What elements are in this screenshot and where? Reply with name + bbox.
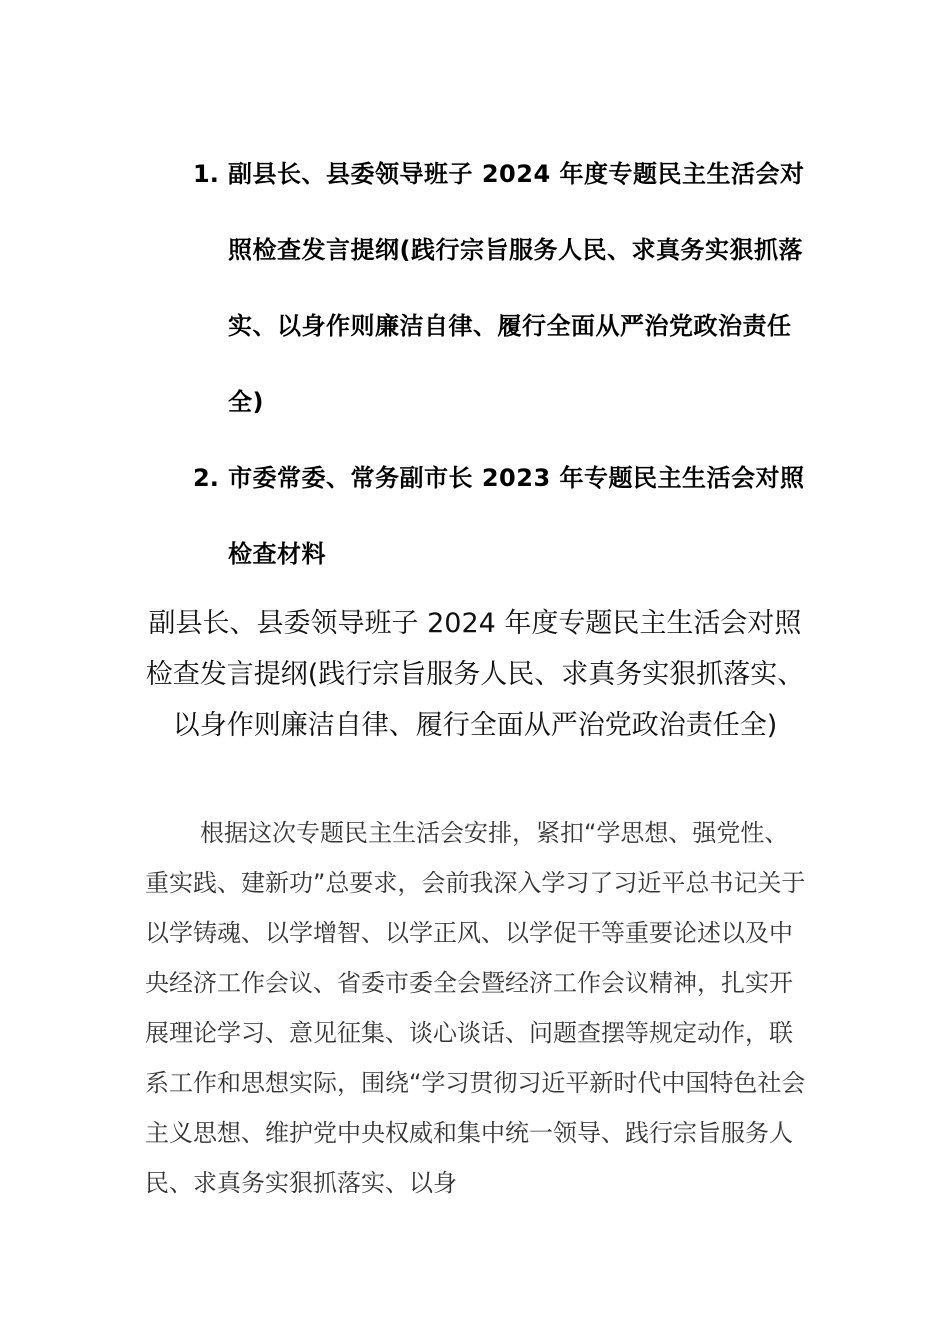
toc-item-number: 2. bbox=[193, 464, 219, 492]
body-paragraph: 根据这次专题民主生活会安排，紧扣“学思想、强党性、重实践、建新功”总要求，会前我深入学习了习近平总书记关于以学铸魂、以学增智、以学正风、以学促干等重要论述以及中央经济工作会议、省委市委全会暨经济工作会议精神，扎实开展理论学习、意见征集、谈心谈话、问题查摆等规定动作，联系工作和思想实际，围绕“学习贯彻习近平新时代中国特色社会主义思想、维护党中央权威和集中统一领导、践行宗旨服务人民、求真务实狠抓落实、以身 bbox=[145, 819, 806, 1197]
toc-item[interactable] bbox=[193, 136, 813, 440]
document-title: 副县长、县委领导班子 2024 年度专题民主生活会对照检查发言提纲(践行宗旨服务人民、求真务实狠抓落实、以身作则廉洁自律、履行全面从严治党政治责任全) bbox=[145, 608, 805, 741]
table-of-contents bbox=[193, 136, 813, 592]
toc-item-number: 1. bbox=[193, 160, 219, 188]
toc-item-text: 市委常委、常务副市长 2023 年专题民主生活会对照检查材料 bbox=[228, 464, 805, 568]
toc-item-text: 副县长、县委领导班子 2024 年度专题民主生活会对照检查发言提纲(践行宗旨服务人民、求真务实狠抓落实、以身作则廉洁自律、履行全面从严治党政治责任全) bbox=[228, 160, 805, 416]
toc-item[interactable] bbox=[193, 440, 813, 592]
